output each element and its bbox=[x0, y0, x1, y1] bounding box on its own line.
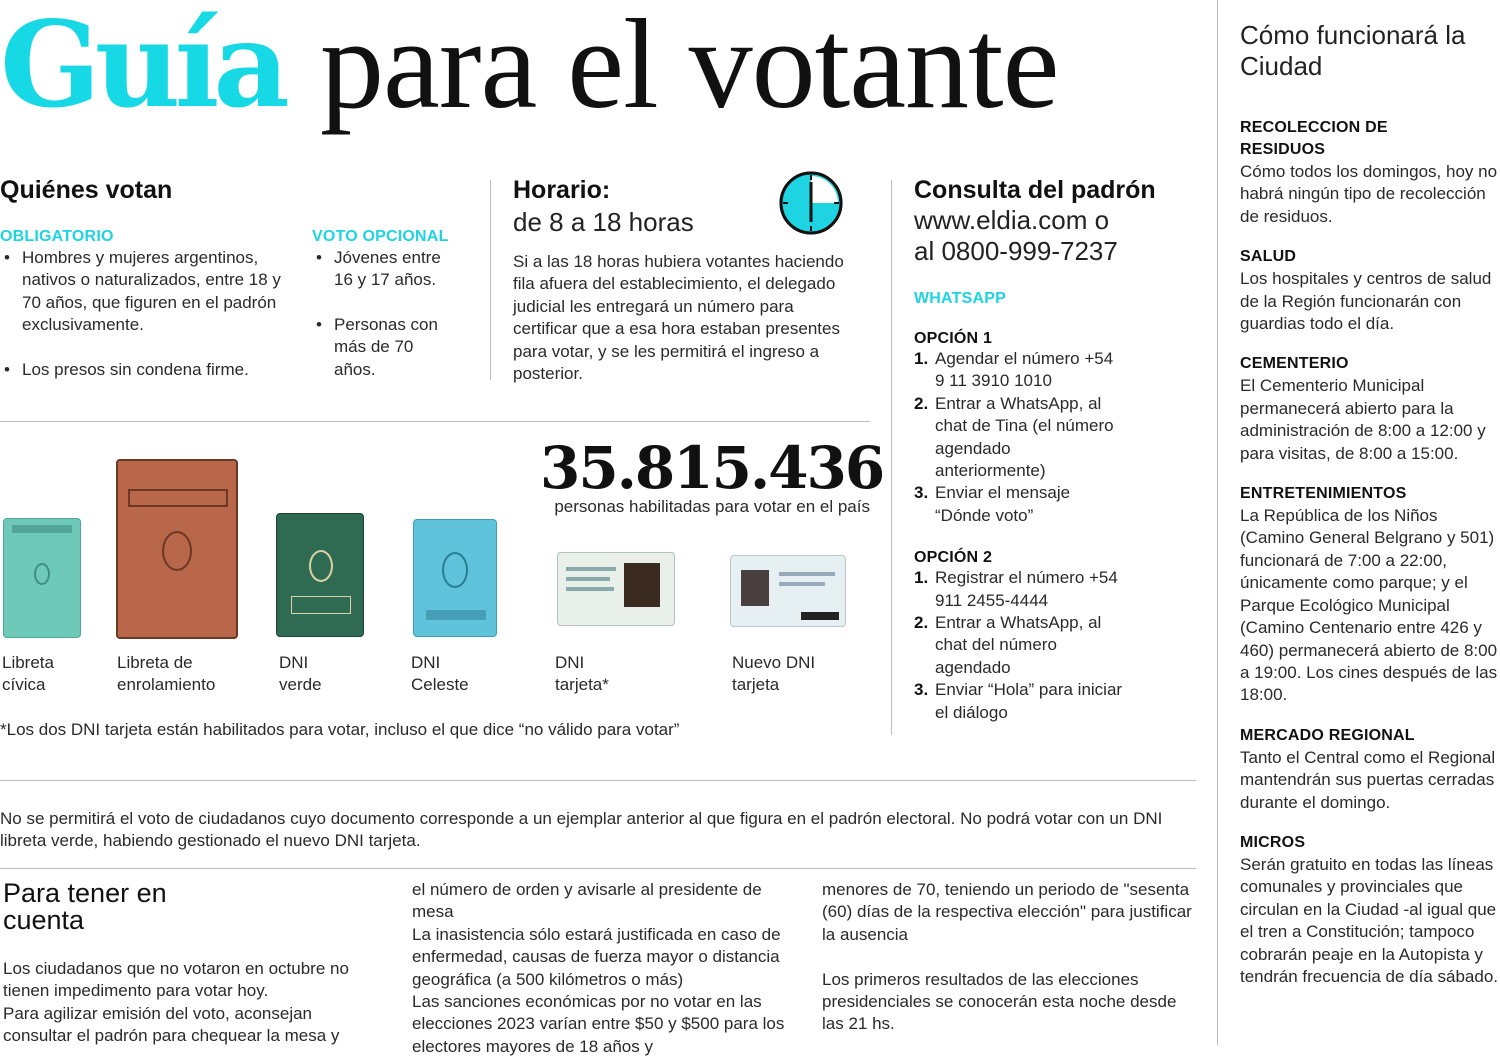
doc-caption: DNI Celeste bbox=[411, 653, 469, 695]
whatsapp-label: WHATSAPP bbox=[914, 290, 1006, 307]
ciudad-heading: Cómo funcionará la Ciudad bbox=[1240, 20, 1466, 81]
aviso-text: No se permitirá el voto de ciudadanos cuyo documento corresponde a un ejemplar anterior al que figura en el padrón electoral. No podrá votar con un DNI libreta verde, habiendo gestionado el nuevo DNI tarjeta. bbox=[0, 809, 1163, 851]
habilitados-number: 35.815.436 bbox=[540, 434, 884, 502]
opcion-1-steps bbox=[914, 348, 1124, 527]
nuevo-dni-tarjeta-image bbox=[730, 555, 846, 627]
list-item: 2. Entrar a WhatsApp, al chat del número agendado bbox=[914, 613, 1102, 677]
footnote: *Los dos DNI tarjeta están habilitados para votar, incluso el que dice “no válido para votar” bbox=[0, 720, 680, 739]
padron-section bbox=[914, 176, 1209, 724]
opcion-2-title: OPCIÓN 2 bbox=[914, 549, 993, 567]
quienes-votan-heading: Quiénes votan bbox=[0, 176, 173, 204]
tener-col-3: menores de 70, teniendo un periodo de "sesenta (60) días de la respectiva elección" para justificar la ausencia Los primeros resultados de las elecciones presidenciales se conocerán esta noche desde las 21 hs. bbox=[822, 880, 1192, 1034]
list-item: • Hombres y mujeres argentinos, nativos o naturalizados, entre 18 y 70 años, que figuren en el padrón exclusivamente. bbox=[0, 247, 290, 337]
libreta-civica-image bbox=[3, 518, 81, 638]
divider bbox=[0, 421, 870, 422]
opcion-1-title: OPCIÓN 1 bbox=[914, 330, 993, 347]
dni-celeste-image bbox=[413, 519, 497, 637]
list-item: ENTRETENIMIENTOS La República de los Niños (Camino General Belgrano y 501) funcionará de 7:00 a 22:00, únicamente como parque; y el Parque Ecológico Municipal (Camino Centenario entre 426 y 460) permanecerá abierto de 8:00 a 19:00. Los cines después de las 18:00. bbox=[1240, 485, 1498, 705]
column-divider bbox=[1217, 0, 1218, 1045]
tener-col-2: el número de orden y avisarle al presidente de mesa La inasistencia sólo estará justificada en caso de enfermedad, causas de fuerza mayor o distancia geográfica (a 500 kilómetros o más) Las sanciones económicas por no votar en las elecciones 2023 varían entre $50 y $500 para los electores mayores de 18 años y bbox=[412, 880, 785, 1056]
list-item: SALUD Los hospitales y centros de salud de la Región funcionarán con guardias todo el día. bbox=[1240, 248, 1492, 334]
list-item: 1. Registrar el número +54 911 2455-4444 bbox=[914, 568, 1118, 610]
tener-heading: Para tener en cuenta bbox=[3, 878, 167, 935]
ciudad-list bbox=[1240, 117, 1500, 1006]
doc-caption: Libreta cívica bbox=[2, 653, 54, 695]
obligatorio-label: OBLIGATORIO bbox=[0, 228, 114, 245]
padron-web: www.eldia.com o bbox=[914, 205, 1110, 235]
divider bbox=[490, 180, 491, 380]
horario-text: Si a las 18 horas hubiera votantes haciendo fila afuera del establecimiento, el delegado judicial les entregará un número para certificar que a esa hora estaban presentes para votar, y se les permitirá el ingreso a posterior. bbox=[513, 252, 844, 384]
quienes-votan-section bbox=[0, 176, 480, 205]
opcion-2-steps bbox=[914, 567, 1124, 724]
list-item: RECOLECCION DE RESIDUOS Cómo todos los domingos, hoy no habrá ningún tipo de recolección de residuos. bbox=[1240, 119, 1498, 226]
list-item: 2. Entrar a WhatsApp, al chat de Tina (el número agendado anteriormente) bbox=[914, 393, 1114, 481]
title-rest: para el votante bbox=[320, 0, 1059, 135]
list-item: CEMENTERIO El Cementerio Municipal permanecerá abierto para la administración de 8:00 a 12:00 y para visitas, de 8:00 a 15:00. bbox=[1240, 355, 1486, 463]
doc-caption: Nuevo DNI tarjeta bbox=[732, 653, 816, 695]
obligatorio-block bbox=[0, 228, 290, 381]
tener-col-1: Los ciudadanos que no votaron en octubre no tienen impedimento para votar hoy. Para agilizar emisión del voto, aconsejan consultar el padrón para chequear la mesa y bbox=[3, 959, 349, 1046]
doc-caption: Libreta de enrolamiento bbox=[117, 653, 216, 695]
doc-caption: DNI verde bbox=[279, 653, 322, 695]
padron-phone: al 0800-999-7237 bbox=[914, 236, 1118, 266]
title-highlight: Guía bbox=[0, 0, 284, 134]
voto-opcional-label: VOTO OPCIONAL bbox=[312, 228, 449, 245]
list-item: MERCADO REGIONAL Tanto el Central como el Regional mantendrán sus puertas cerradas durante el domingo. bbox=[1240, 726, 1496, 812]
list-item: 3. Enviar “Hola” para iniciar el diálogo bbox=[914, 680, 1123, 722]
horario-hours: de 8 a 18 horas bbox=[513, 207, 694, 237]
horario-heading: Horario: bbox=[513, 176, 611, 204]
dni-verde-image bbox=[276, 513, 364, 637]
habilitados-caption: personas habilitadas para votar en el país bbox=[554, 497, 870, 516]
voto-opcional-block bbox=[312, 228, 472, 381]
dni-tarjeta-image bbox=[557, 552, 675, 626]
list-item: 1. Agendar el número +54 9 11 3910 1010 bbox=[914, 349, 1114, 391]
doc-caption: DNI tarjeta* bbox=[555, 653, 609, 695]
divider bbox=[0, 780, 1196, 781]
list-item: 3. Enviar el mensaje “Dónde voto” bbox=[914, 483, 1071, 525]
divider bbox=[0, 868, 1196, 869]
libreta-enrolamiento-image bbox=[116, 459, 238, 639]
divider bbox=[891, 180, 892, 735]
list-item: • Jóvenes entre 16 y 17 años. bbox=[312, 247, 472, 292]
padron-heading: Consulta del padrón bbox=[914, 176, 1156, 204]
list-item: • Los presos sin condena firme. bbox=[0, 359, 290, 381]
list-item: • Personas con más de 70 años. bbox=[312, 314, 472, 381]
clock-icon bbox=[778, 170, 844, 236]
list-item: MICROS Serán gratuito en todas las líneas comunales y provinciales que circulan en la Ciudad -al igual que el tren a Constitución; tampoco cobrarán peaje en la Autopista y tendrán frecuencia de día sábado. bbox=[1240, 833, 1499, 986]
